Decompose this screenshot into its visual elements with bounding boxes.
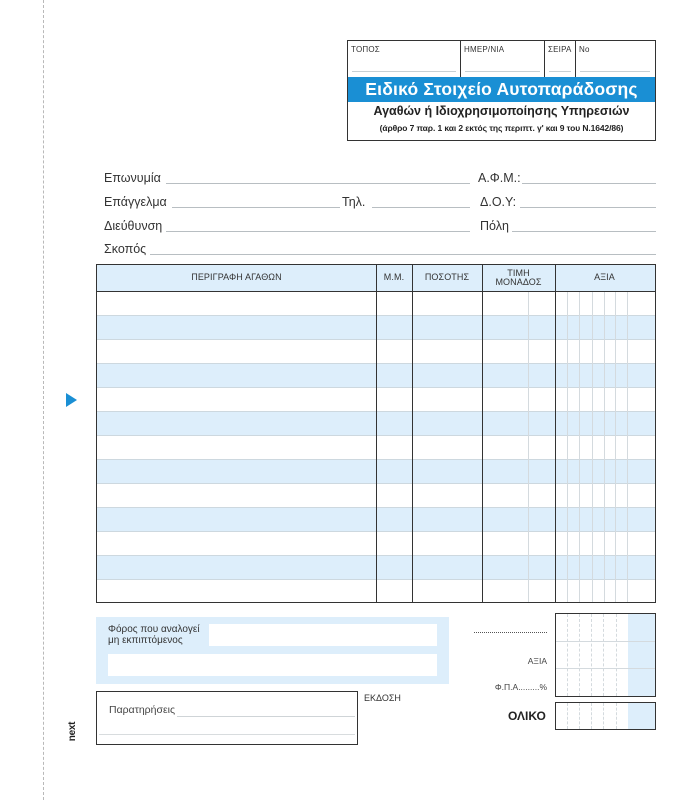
digit-divider [616,703,617,729]
tax-label-line2: μη εκπιπτόμενος [108,634,183,646]
number-underline [580,71,650,72]
series-field[interactable] [545,41,576,77]
digit-divider [615,292,616,602]
tax-office-label: Δ.Ο.Υ: [480,195,517,209]
vat-field[interactable] [522,183,656,184]
digit-divider [567,292,568,602]
totals-vat-label: Φ.Π.Α.........% [494,682,547,692]
document-subtitle: Αγαθών ή Ιδιοχρησιμοποίησης Υπηρεσιών [373,104,630,118]
vat-label: Α.Φ.Μ.: [478,171,521,185]
total-box[interactable] [555,702,656,730]
city-label: Πόλη [480,219,509,233]
decimal-divider [528,292,529,602]
digit-divider [603,614,604,696]
col-description-header: ΠΕΡΙΓΡΑΦΗ ΑΓΑΘΩΝ [191,272,282,282]
profession-field[interactable] [172,207,340,208]
address-label: Διεύθυνση [104,219,163,233]
phone-field[interactable] [372,207,470,208]
document-header [347,40,656,141]
extra-label-dotted-field[interactable] [474,632,547,633]
unit-price-header-line2: ΜΟΝΑΔΟΣ [495,276,542,287]
purpose-label: Σκοπός [104,242,147,256]
brand-logo: next [67,721,79,742]
col-quantity-header: ΠΟΣΟΤΗΣ [424,272,470,282]
column-divider [482,265,483,602]
row-divider [556,641,655,642]
remarks-line [177,716,355,717]
decimal-strip [628,703,655,729]
digit-divider [567,614,568,696]
purpose-field[interactable] [150,254,656,255]
purpose-row [104,242,656,258]
digit-divider [603,703,604,729]
place-field[interactable] [348,41,461,77]
digit-divider [579,614,580,696]
digit-divider [591,703,592,729]
column-divider [412,265,413,602]
tax-amount-words-field[interactable] [108,654,437,676]
number-label: No [579,45,590,54]
col-value-header: ΑΞΙΑ [594,272,615,282]
profession-label: Επάγγελμα [104,195,167,209]
digit-divider [567,703,568,729]
city-field[interactable] [512,231,656,232]
remarks-box[interactable] [96,691,358,745]
place-underline [352,71,456,72]
col-unit-price-header [482,265,555,290]
col-unit-header: Μ.Μ. [383,272,405,282]
digit-divider [627,292,628,602]
tax-box [96,617,449,684]
name-vat-row [104,171,656,187]
total-label: ΟΛΙΚΟ [508,709,546,723]
digit-divider [604,292,605,602]
address-row [104,219,656,235]
unit-price-header-line1: ΤΙΜΗ [507,267,530,278]
date-label: ΗΜΕΡ/ΝΙΑ [464,45,505,54]
remarks-label: Παρατηρήσεις [109,704,176,716]
date-underline [465,71,540,72]
profession-row [104,195,656,211]
legal-note: (άρθρο 7 παρ. 1 και 2 εκτός της περιπτ. γ' και 9 του Ν.1642/86) [379,123,624,133]
issue-label: ΕΚΔΟΣΗ [364,693,401,703]
phone-label: Τηλ. [342,195,366,209]
date-field[interactable] [461,41,545,77]
column-divider [555,265,556,602]
name-label: Επωνυμία [104,171,161,185]
name-field[interactable] [166,183,470,184]
series-label: ΣΕΙΡΑ [548,45,572,54]
digit-divider [616,614,617,696]
perforation-line [43,0,44,800]
tax-office-field[interactable] [520,207,656,208]
tax-label-line1: Φόρος που αναλογεί [108,624,200,635]
tax-label [108,625,200,646]
digit-divider [579,292,580,602]
number-field[interactable] [576,41,654,77]
digit-divider [591,614,592,696]
items-table [96,264,656,603]
digit-divider [579,703,580,729]
totals-value-label: ΑΞΙΑ [527,656,547,666]
address-field[interactable] [166,231,470,232]
place-label: ΤΟΠΟΣ [351,45,380,54]
remarks-line [99,734,355,735]
column-divider [376,265,377,602]
series-underline [549,71,571,72]
tax-amount-field[interactable] [209,624,437,646]
digit-divider [592,292,593,602]
document-title: Ειδικό Στοιχείο Αυτοπαράδοσης [348,77,655,102]
arrow-marker-icon [66,393,77,407]
header-fields [348,41,655,77]
decimal-strip [628,614,655,696]
row-divider [556,668,655,669]
totals-box [555,613,656,697]
